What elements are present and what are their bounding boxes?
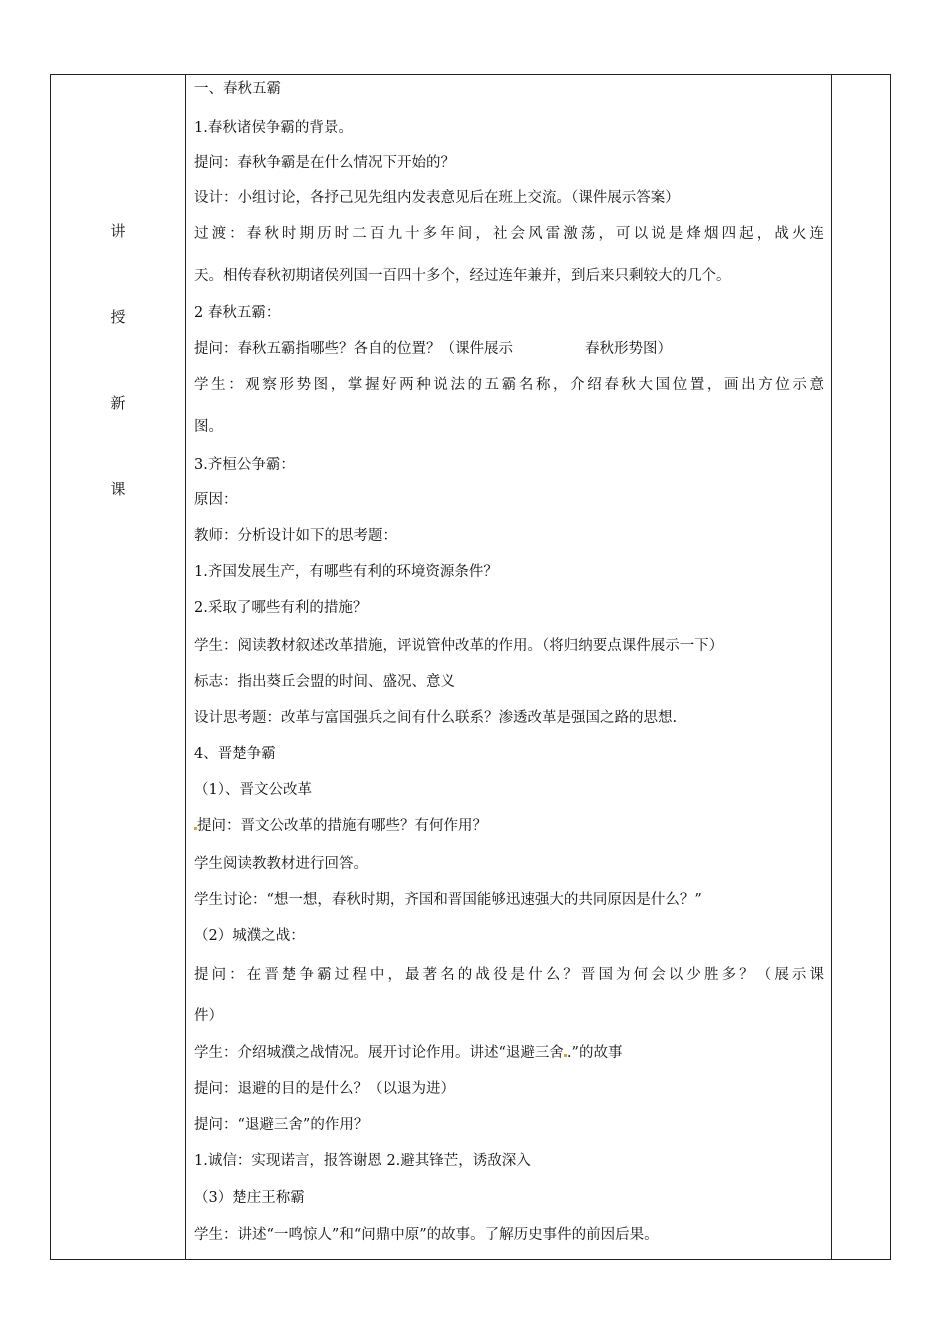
subsection-heading: （3）楚庄王称霸 xyxy=(194,1190,305,1206)
text-line xyxy=(194,340,672,358)
side-label-char: 新 xyxy=(110,394,126,412)
subsection-heading: 2 春秋五霸： xyxy=(194,305,281,321)
subsection-heading: 3.齐桓公争霸： xyxy=(194,457,295,473)
text-line: 学生阅读教教材进行回答。 xyxy=(194,856,368,872)
text-segment: 提问：晋文公改革的措施有哪些？有何作用？ xyxy=(197,818,487,834)
text-line: 2.采取了哪些有利的措施？ xyxy=(194,600,368,616)
text-segment: 学生：介绍城濮之战情况。展开讨论作用。讲述“退避三舍 xyxy=(194,1045,564,1061)
text-segment: 提问：春秋五霸指哪些？各自的位置？（课件展示 xyxy=(194,341,513,357)
text-segment: 春秋形势图） xyxy=(585,341,672,357)
text-line: 提问：春秋争霸是在什么情况下开始的？ xyxy=(194,155,455,171)
text-line: 1.诚信：实现诺言，报答谢恩 2.避其锋芒，诱敌深入 xyxy=(194,1153,531,1169)
text-line: 学生：讲述“一鸣惊人”和“问鼎中原”的故事。了解历史事件的前因后果。 xyxy=(194,1227,659,1243)
text-segment: .”的故事 xyxy=(566,1045,623,1061)
text-line: 设计思考题：改革与富国强兵之间有什么联系？渗透改革是强国之路的思想. xyxy=(194,710,678,726)
side-label-char: 课 xyxy=(110,480,126,498)
text-line: 标志：指出葵丘会盟的时间、盛况、意义 xyxy=(194,674,455,690)
text-line: 教师：分析设计如下的思考题： xyxy=(194,528,397,544)
text-line: 提问：退避的目的是什么？（以退为进） xyxy=(194,1081,455,1097)
text-line: 学生：阅读教材叙述改革措施，评说管仲改革的作用。（将归纳要点课件展示一下） xyxy=(194,638,724,654)
text-line: 天。相传春秋初期诸侯列国一百四十多个，经过连年兼并，到后来只剩较大的几个。 xyxy=(194,268,731,284)
subsection-heading: （2）城濮之战： xyxy=(194,928,305,944)
text-line: 提问：在晋楚争霸过程中，最著名的战役是什么？晋国为何会以少胜多？（展示课 xyxy=(194,967,824,983)
column-divider-left xyxy=(185,75,186,1259)
text-line: 1.齐国发展生产，有哪些有利的环境资源条件？ xyxy=(194,564,498,580)
side-label-char: 授 xyxy=(110,308,126,326)
column-divider-right xyxy=(831,75,832,1259)
side-label-char: 讲 xyxy=(110,222,126,240)
text-line: 学生讨论：“想一想，春秋时期，齐国和晋国能够迅速强大的共同原因是什么？” xyxy=(194,892,702,908)
text-line: 件） xyxy=(194,1008,223,1024)
text-line: 图。 xyxy=(194,419,223,435)
subsection-heading: （1）、晋文公改革 xyxy=(194,782,312,798)
text-line: 学生：观察形势图，掌握好两种说法的五霸名称，介绍春秋大国位置，画出方位示意 xyxy=(194,377,824,393)
text-line: 提问：“退避三舍”的作用？ xyxy=(194,1117,369,1133)
text-line: 过渡：春秋时期历时二百九十多年间，社会风雷激荡，可以说是烽烟四起，战火连 xyxy=(194,226,824,242)
lesson-plan-table xyxy=(50,74,891,1260)
text-line xyxy=(194,1044,622,1062)
text-line: 原因： xyxy=(194,492,238,508)
text-line xyxy=(194,817,487,835)
section-heading: 一、春秋五霸 xyxy=(194,81,281,97)
text-line: 设计：小组讨论，各抒己见先组内发表意见后在班上交流。（课件展示答案） xyxy=(194,190,680,206)
subsection-heading: 1.春秋诸侯争霸的背景。 xyxy=(194,120,353,136)
subsection-heading: 4、晋楚争霸 xyxy=(194,746,276,762)
